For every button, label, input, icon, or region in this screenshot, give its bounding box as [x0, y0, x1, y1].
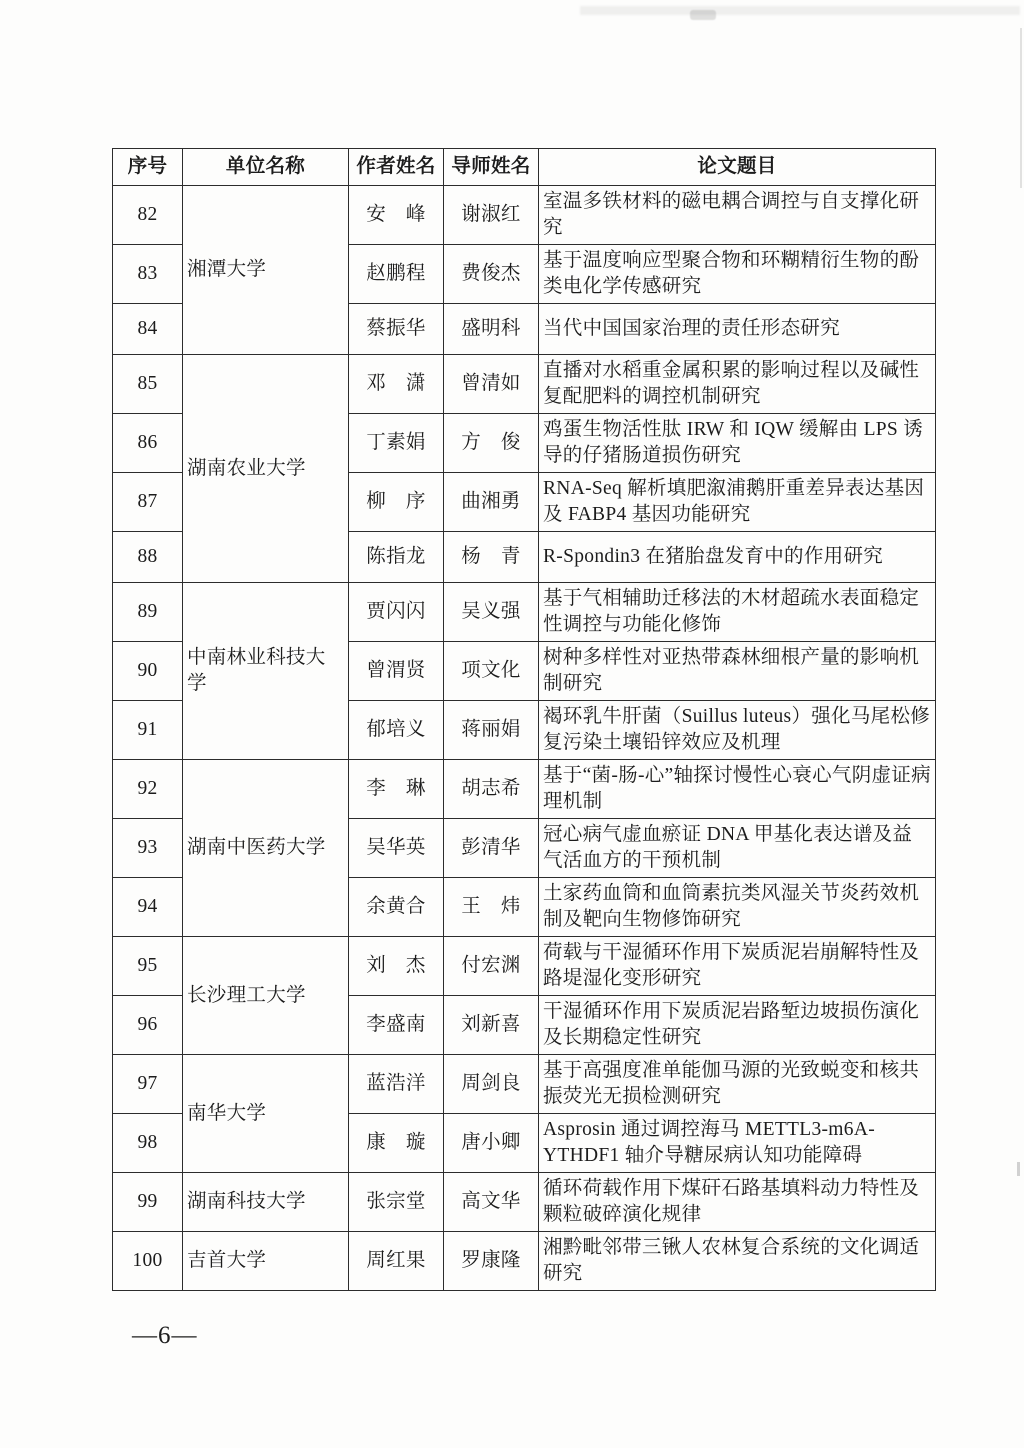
university-cell: 吉首大学	[183, 1232, 349, 1291]
thesis-title-cell: 湘黔毗邻带三锹人农林复合系统的文化调适研究	[539, 1232, 936, 1291]
row-number-cell: 95	[113, 937, 183, 996]
col-header-no: 序号	[113, 149, 183, 186]
scan-artifact-speck	[1017, 1162, 1020, 1176]
thesis-title-cell: 冠心病气虚血瘀证 DNA 甲基化表达谱及益气活血方的干预机制	[539, 819, 936, 878]
thesis-title-cell: 干湿循环作用下炭质泥岩路堑边坡损伤演化及长期稳定性研究	[539, 996, 936, 1055]
thesis-title-cell: 循环荷载作用下煤矸石路基填料动力特性及颗粒破碎演化规律	[539, 1173, 936, 1232]
row-number-cell: 86	[113, 414, 183, 473]
thesis-award-table	[112, 148, 936, 1291]
thesis-title-cell: 荷载与干湿循环作用下炭质泥岩崩解特性及路堤湿化变形研究	[539, 937, 936, 996]
scan-artifact-right-edge	[1020, 28, 1022, 188]
row-number-cell: 94	[113, 878, 183, 937]
author-name-cell: 蔡振华	[349, 304, 444, 355]
col-header-title: 论文题目	[539, 149, 936, 186]
advisor-name-cell: 方 俊	[444, 414, 539, 473]
thesis-title-cell: 基于高强度准单能伽马源的光致蜕变和核共振荧光无损检测研究	[539, 1055, 936, 1114]
author-name-cell: 周红果	[349, 1232, 444, 1291]
row-number-cell: 88	[113, 532, 183, 583]
table-body	[113, 186, 936, 1291]
author-name-cell: 柳 序	[349, 473, 444, 532]
author-name-cell: 安 峰	[349, 186, 444, 245]
university-cell: 中南林业科技大学	[183, 583, 349, 760]
author-name-cell: 陈指龙	[349, 532, 444, 583]
author-name-cell: 余黄合	[349, 878, 444, 937]
thesis-title-cell: 当代中国国家治理的责任形态研究	[539, 304, 936, 355]
row-number-cell: 87	[113, 473, 183, 532]
author-name-cell: 刘 杰	[349, 937, 444, 996]
thesis-title-cell: 基于气相辅助迁移法的木材超疏水表面稳定性调控与功能化修饰	[539, 583, 936, 642]
table-row	[113, 583, 936, 642]
university-cell: 湖南农业大学	[183, 355, 349, 583]
col-header-advisor: 导师姓名	[444, 149, 539, 186]
table-header-row	[113, 149, 936, 186]
row-number-cell: 90	[113, 642, 183, 701]
row-number-cell: 84	[113, 304, 183, 355]
advisor-name-cell: 胡志希	[444, 760, 539, 819]
advisor-name-cell: 吴义强	[444, 583, 539, 642]
author-name-cell: 李 琳	[349, 760, 444, 819]
thesis-title-cell: RNA-Seq 解析填肥溆浦鹅肝重差异表达基因及 FABP4 基因功能研究	[539, 473, 936, 532]
table-row	[113, 186, 936, 245]
advisor-name-cell: 彭清华	[444, 819, 539, 878]
row-number-cell: 89	[113, 583, 183, 642]
thesis-title-cell: 鸡蛋生物活性肽 IRW 和 IQW 缓解由 LPS 诱导的仔猪肠道损伤研究	[539, 414, 936, 473]
advisor-name-cell: 刘新喜	[444, 996, 539, 1055]
author-name-cell: 贾闪闪	[349, 583, 444, 642]
row-number-cell: 82	[113, 186, 183, 245]
table-row	[113, 760, 936, 819]
advisor-name-cell: 曲湘勇	[444, 473, 539, 532]
thesis-title-cell: 土家药血筒和血筒素抗类风湿关节炎药效机制及靶向生物修饰研究	[539, 878, 936, 937]
author-name-cell: 邓 潇	[349, 355, 444, 414]
advisor-name-cell: 谢淑红	[444, 186, 539, 245]
author-name-cell: 赵鹏程	[349, 245, 444, 304]
row-number-cell: 99	[113, 1173, 183, 1232]
row-number-cell: 100	[113, 1232, 183, 1291]
author-name-cell: 吴华英	[349, 819, 444, 878]
advisor-name-cell: 高文华	[444, 1173, 539, 1232]
row-number-cell: 92	[113, 760, 183, 819]
thesis-title-cell: 基于“菌-肠-心”轴探讨慢性心衰心气阴虚证病理机制	[539, 760, 936, 819]
scan-artifact-smudge	[690, 10, 716, 20]
thesis-title-cell: 树种多样性对亚热带森林细根产量的影响机制研究	[539, 642, 936, 701]
table-row	[113, 937, 936, 996]
table-row	[113, 1232, 936, 1291]
row-number-cell: 93	[113, 819, 183, 878]
advisor-name-cell: 项文化	[444, 642, 539, 701]
advisor-name-cell: 罗康隆	[444, 1232, 539, 1291]
advisor-name-cell: 曾清如	[444, 355, 539, 414]
thesis-title-cell: R-Spondin3 在猪胎盘发育中的作用研究	[539, 532, 936, 583]
advisor-name-cell: 杨 青	[444, 532, 539, 583]
thesis-title-cell: Asprosin 通过调控海马 METTL3-m6A-YTHDF1 轴介导糖尿病认知功能障碍	[539, 1114, 936, 1173]
advisor-name-cell: 盛明科	[444, 304, 539, 355]
thesis-title-cell: 褐环乳牛肝菌（Suillus luteus）强化马尾松修复污染土壤铅锌效应及机理	[539, 701, 936, 760]
col-header-university: 单位名称	[183, 149, 349, 186]
table-row	[113, 1055, 936, 1114]
advisor-name-cell: 费俊杰	[444, 245, 539, 304]
thesis-title-cell: 室温多铁材料的磁电耦合调控与自支撑化研究	[539, 186, 936, 245]
author-name-cell: 康 璇	[349, 1114, 444, 1173]
row-number-cell: 85	[113, 355, 183, 414]
advisor-name-cell: 周剑良	[444, 1055, 539, 1114]
thesis-title-cell: 直播对水稻重金属积累的影响过程以及碱性复配肥料的调控机制研究	[539, 355, 936, 414]
row-number-cell: 98	[113, 1114, 183, 1173]
scan-artifact-top	[580, 6, 1020, 15]
col-header-author: 作者姓名	[349, 149, 444, 186]
thesis-title-cell: 基于温度响应型聚合物和环糊精衍生物的酚类电化学传感研究	[539, 245, 936, 304]
author-name-cell: 曾渭贤	[349, 642, 444, 701]
university-cell: 湘潭大学	[183, 186, 349, 355]
advisor-name-cell: 蒋丽娟	[444, 701, 539, 760]
row-number-cell: 97	[113, 1055, 183, 1114]
table-row	[113, 355, 936, 414]
university-cell: 湖南中医药大学	[183, 760, 349, 937]
author-name-cell: 郁培义	[349, 701, 444, 760]
university-cell: 南华大学	[183, 1055, 349, 1173]
advisor-name-cell: 唐小卿	[444, 1114, 539, 1173]
author-name-cell: 李盛南	[349, 996, 444, 1055]
page-number: —6—	[132, 1322, 198, 1349]
row-number-cell: 83	[113, 245, 183, 304]
advisor-name-cell: 王 炜	[444, 878, 539, 937]
row-number-cell: 91	[113, 701, 183, 760]
author-name-cell: 蓝浩洋	[349, 1055, 444, 1114]
author-name-cell: 张宗堂	[349, 1173, 444, 1232]
author-name-cell: 丁素娟	[349, 414, 444, 473]
university-cell: 湖南科技大学	[183, 1173, 349, 1232]
university-cell: 长沙理工大学	[183, 937, 349, 1055]
advisor-name-cell: 付宏渊	[444, 937, 539, 996]
row-number-cell: 96	[113, 996, 183, 1055]
table-row	[113, 1173, 936, 1232]
